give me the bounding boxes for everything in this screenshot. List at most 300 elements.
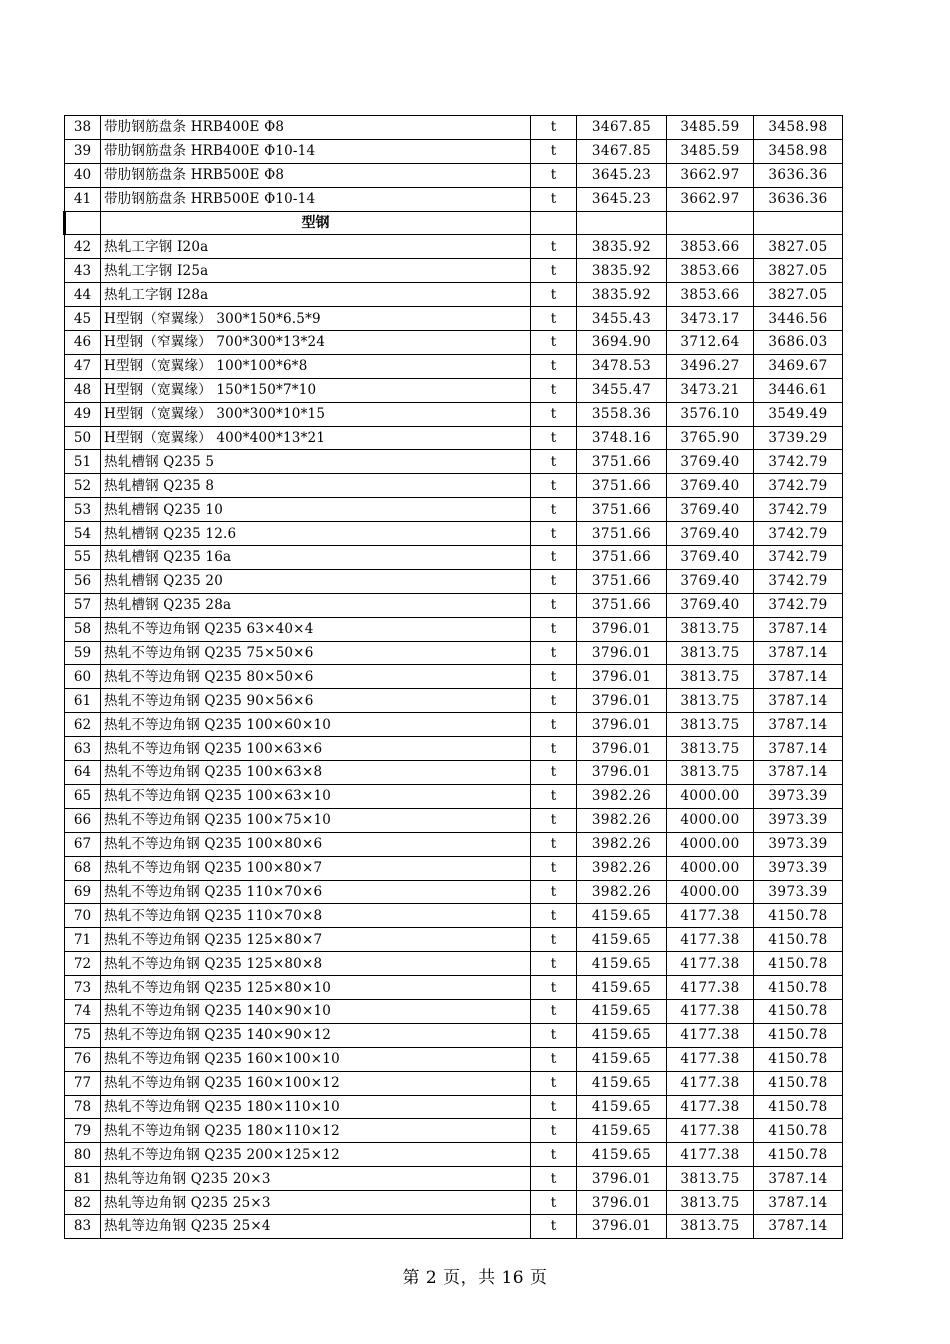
unit-cell: t xyxy=(531,808,577,832)
table-row xyxy=(65,1095,843,1119)
price-1: 4159.65 xyxy=(577,952,667,976)
row-number: 46 xyxy=(65,331,101,355)
unit-cell: t xyxy=(531,1191,577,1215)
table-row xyxy=(65,259,843,283)
row-number: 66 xyxy=(65,808,101,832)
price-table xyxy=(63,115,843,1239)
table-row xyxy=(65,976,843,1000)
price-2: 4177.38 xyxy=(667,928,754,952)
price-2: 3813.75 xyxy=(667,737,754,761)
table-row xyxy=(65,952,843,976)
price-1: 3982.26 xyxy=(577,784,667,808)
section-price3-cell xyxy=(754,211,843,235)
price-3: 3742.79 xyxy=(754,522,843,546)
price-1: 3455.47 xyxy=(577,378,667,402)
unit-cell: t xyxy=(531,617,577,641)
table-row xyxy=(65,880,843,904)
table-body-main xyxy=(65,235,843,1238)
row-number: 51 xyxy=(65,450,101,474)
price-1: 3751.66 xyxy=(577,522,667,546)
item-name: H型钢（宽翼缘） 100*100*6*8 xyxy=(101,354,531,378)
price-3: 3742.79 xyxy=(754,546,843,570)
price-1: 4159.65 xyxy=(577,1095,667,1119)
unit-cell: t xyxy=(531,402,577,426)
price-1: 3796.01 xyxy=(577,737,667,761)
table-body-top xyxy=(65,116,843,212)
unit-cell: t xyxy=(531,1214,577,1238)
item-name: 热轧槽钢 Q235 20 xyxy=(101,569,531,593)
price-2: 3662.97 xyxy=(667,187,754,211)
unit-cell: t xyxy=(531,259,577,283)
price-2: 3813.75 xyxy=(667,689,754,713)
row-number: 74 xyxy=(65,999,101,1023)
price-2: 3853.66 xyxy=(667,283,754,307)
price-2: 3813.75 xyxy=(667,1191,754,1215)
price-1: 4159.65 xyxy=(577,1023,667,1047)
price-3: 3787.14 xyxy=(754,713,843,737)
table-row xyxy=(65,999,843,1023)
row-number: 60 xyxy=(65,665,101,689)
price-3: 4150.78 xyxy=(754,904,843,928)
price-3: 3827.05 xyxy=(754,259,843,283)
price-3: 3742.79 xyxy=(754,498,843,522)
price-1: 3751.66 xyxy=(577,546,667,570)
price-3: 3446.61 xyxy=(754,378,843,402)
row-number: 55 xyxy=(65,546,101,570)
price-1: 3982.26 xyxy=(577,856,667,880)
unit-cell: t xyxy=(531,1119,577,1143)
price-2: 3576.10 xyxy=(667,402,754,426)
row-number: 52 xyxy=(65,474,101,498)
price-3: 3458.98 xyxy=(754,139,843,163)
price-3: 3742.79 xyxy=(754,569,843,593)
price-1: 4159.65 xyxy=(577,1047,667,1071)
section-title: 型钢 xyxy=(101,211,531,235)
unit-cell: t xyxy=(531,307,577,331)
row-number: 80 xyxy=(65,1143,101,1167)
price-1: 3748.16 xyxy=(577,426,667,450)
unit-cell: t xyxy=(531,235,577,259)
unit-cell: t xyxy=(531,498,577,522)
table-row xyxy=(65,904,843,928)
price-1: 3796.01 xyxy=(577,1214,667,1238)
price-2: 3662.97 xyxy=(667,163,754,187)
row-number: 76 xyxy=(65,1047,101,1071)
price-1: 3796.01 xyxy=(577,617,667,641)
table-row xyxy=(65,808,843,832)
unit-cell: t xyxy=(531,546,577,570)
table-row xyxy=(65,307,843,331)
price-2: 3485.59 xyxy=(667,139,754,163)
item-name: 热轧不等边角钢 Q235 100×75×10 xyxy=(101,808,531,832)
unit-cell: t xyxy=(531,976,577,1000)
item-name: 热轧工字钢 I20a xyxy=(101,235,531,259)
table-row xyxy=(65,116,843,140)
price-1: 4159.65 xyxy=(577,976,667,1000)
price-3: 3787.14 xyxy=(754,1167,843,1191)
row-number: 45 xyxy=(65,307,101,331)
table-row xyxy=(65,1119,843,1143)
row-number: 75 xyxy=(65,1023,101,1047)
price-1: 3558.36 xyxy=(577,402,667,426)
table-row xyxy=(65,761,843,785)
item-name: 热轧不等边角钢 Q235 125×80×7 xyxy=(101,928,531,952)
unit-cell: t xyxy=(531,331,577,355)
table-row xyxy=(65,522,843,546)
price-3: 4150.78 xyxy=(754,1119,843,1143)
row-number: 42 xyxy=(65,235,101,259)
price-1: 3467.85 xyxy=(577,139,667,163)
price-3: 4150.78 xyxy=(754,952,843,976)
price-1: 4159.65 xyxy=(577,1119,667,1143)
item-name: 热轧不等边角钢 Q235 75×50×6 xyxy=(101,641,531,665)
item-name: 热轧不等边角钢 Q235 110×70×8 xyxy=(101,904,531,928)
unit-cell: t xyxy=(531,665,577,689)
table-row xyxy=(65,1071,843,1095)
row-number: 77 xyxy=(65,1071,101,1095)
price-3: 4150.78 xyxy=(754,1095,843,1119)
unit-cell: t xyxy=(531,689,577,713)
price-1: 3751.66 xyxy=(577,593,667,617)
table-row xyxy=(65,689,843,713)
table-row xyxy=(65,617,843,641)
item-name: 热轧工字钢 I28a xyxy=(101,283,531,307)
price-2: 4177.38 xyxy=(667,1119,754,1143)
row-number: 65 xyxy=(65,784,101,808)
price-1: 4159.65 xyxy=(577,928,667,952)
unit-cell: t xyxy=(531,880,577,904)
table-row xyxy=(65,283,843,307)
price-1: 3796.01 xyxy=(577,1167,667,1191)
row-number: 73 xyxy=(65,976,101,1000)
price-3: 3787.14 xyxy=(754,665,843,689)
price-2: 4177.38 xyxy=(667,952,754,976)
table-row xyxy=(65,187,843,211)
table-row xyxy=(65,1143,843,1167)
price-2: 3813.75 xyxy=(667,665,754,689)
price-1: 3751.66 xyxy=(577,498,667,522)
price-3: 3742.79 xyxy=(754,593,843,617)
price-1: 4159.65 xyxy=(577,999,667,1023)
price-2: 3769.40 xyxy=(667,474,754,498)
unit-cell: t xyxy=(531,784,577,808)
price-3: 3636.36 xyxy=(754,163,843,187)
price-2: 4177.38 xyxy=(667,999,754,1023)
price-2: 4177.38 xyxy=(667,1095,754,1119)
table-row xyxy=(65,856,843,880)
row-number: 41 xyxy=(65,187,101,211)
price-3: 3742.79 xyxy=(754,450,843,474)
row-number: 56 xyxy=(65,569,101,593)
item-name: 热轧不等边角钢 Q235 160×100×12 xyxy=(101,1071,531,1095)
table-row xyxy=(65,569,843,593)
price-1: 3751.66 xyxy=(577,450,667,474)
section-header-group xyxy=(65,211,843,235)
item-name: 热轧槽钢 Q235 8 xyxy=(101,474,531,498)
unit-cell: t xyxy=(531,713,577,737)
price-2: 3769.40 xyxy=(667,498,754,522)
table-row xyxy=(65,1023,843,1047)
unit-cell: t xyxy=(531,187,577,211)
page-footer: 第 2 页，共 16 页 xyxy=(402,1268,548,1288)
section-price1-cell xyxy=(577,211,667,235)
item-name: 热轧不等边角钢 Q235 200×125×12 xyxy=(101,1143,531,1167)
price-1: 4159.65 xyxy=(577,1071,667,1095)
item-name: 带肋钢筋盘条 HRB400E Φ8 xyxy=(101,116,531,140)
price-2: 4000.00 xyxy=(667,832,754,856)
item-name: H型钢（宽翼缘） 400*400*13*21 xyxy=(101,426,531,450)
unit-cell: t xyxy=(531,832,577,856)
row-number: 83 xyxy=(65,1214,101,1238)
item-name: 带肋钢筋盘条 HRB400E Φ10-14 xyxy=(101,139,531,163)
row-number: 49 xyxy=(65,402,101,426)
table-row xyxy=(65,1214,843,1238)
unit-cell: t xyxy=(531,283,577,307)
item-name: H型钢（窄翼缘） 300*150*6.5*9 xyxy=(101,307,531,331)
price-2: 4177.38 xyxy=(667,1047,754,1071)
item-name: 热轧等边角钢 Q235 25×3 xyxy=(101,1191,531,1215)
table-row xyxy=(65,1191,843,1215)
unit-cell: t xyxy=(531,999,577,1023)
price-3: 3458.98 xyxy=(754,116,843,140)
price-2: 4000.00 xyxy=(667,856,754,880)
unit-cell: t xyxy=(531,641,577,665)
price-3: 4150.78 xyxy=(754,976,843,1000)
unit-cell: t xyxy=(531,116,577,140)
price-2: 4000.00 xyxy=(667,784,754,808)
table-row xyxy=(65,928,843,952)
item-name: 热轧不等边角钢 Q235 180×110×12 xyxy=(101,1119,531,1143)
item-name: 热轧等边角钢 Q235 20×3 xyxy=(101,1167,531,1191)
unit-cell: t xyxy=(531,904,577,928)
unit-cell: t xyxy=(531,737,577,761)
table-row xyxy=(65,665,843,689)
price-2: 3813.75 xyxy=(667,641,754,665)
price-1: 3467.85 xyxy=(577,116,667,140)
row-number: 39 xyxy=(65,139,101,163)
row-number: 72 xyxy=(65,952,101,976)
price-2: 3769.40 xyxy=(667,569,754,593)
price-1: 3796.01 xyxy=(577,1191,667,1215)
section-header-row xyxy=(65,211,843,235)
price-1: 3751.66 xyxy=(577,569,667,593)
price-2: 4177.38 xyxy=(667,1023,754,1047)
price-2: 3853.66 xyxy=(667,235,754,259)
price-1: 3982.26 xyxy=(577,808,667,832)
unit-cell: t xyxy=(531,139,577,163)
price-1: 3835.92 xyxy=(577,235,667,259)
item-name: 热轧不等边角钢 Q235 140×90×12 xyxy=(101,1023,531,1047)
item-name: 热轧不等边角钢 Q235 100×63×10 xyxy=(101,784,531,808)
unit-cell: t xyxy=(531,426,577,450)
price-2: 4177.38 xyxy=(667,1071,754,1095)
price-1: 3478.53 xyxy=(577,354,667,378)
item-name: 热轧不等边角钢 Q235 180×110×10 xyxy=(101,1095,531,1119)
unit-cell: t xyxy=(531,856,577,880)
table-row xyxy=(65,139,843,163)
price-1: 4159.65 xyxy=(577,904,667,928)
price-2: 3473.21 xyxy=(667,378,754,402)
price-2: 3769.40 xyxy=(667,593,754,617)
item-name: 热轧不等边角钢 Q235 110×70×6 xyxy=(101,880,531,904)
price-3: 3446.56 xyxy=(754,307,843,331)
price-1: 3694.90 xyxy=(577,331,667,355)
row-number: 48 xyxy=(65,378,101,402)
price-2: 3853.66 xyxy=(667,259,754,283)
price-1: 3645.23 xyxy=(577,187,667,211)
price-1: 3796.01 xyxy=(577,665,667,689)
row-number: 43 xyxy=(65,259,101,283)
item-name: 热轧等边角钢 Q235 25×4 xyxy=(101,1214,531,1238)
row-number: 57 xyxy=(65,593,101,617)
table-row xyxy=(65,832,843,856)
price-3: 3787.14 xyxy=(754,617,843,641)
table-row xyxy=(65,331,843,355)
row-number: 64 xyxy=(65,761,101,785)
unit-cell: t xyxy=(531,1167,577,1191)
item-name: 热轧不等边角钢 Q235 100×63×6 xyxy=(101,737,531,761)
item-name: 热轧不等边角钢 Q235 63×40×4 xyxy=(101,617,531,641)
table-row xyxy=(65,784,843,808)
unit-cell: t xyxy=(531,1047,577,1071)
unit-cell: t xyxy=(531,761,577,785)
price-3: 3827.05 xyxy=(754,283,843,307)
section-price2-cell xyxy=(667,211,754,235)
unit-cell: t xyxy=(531,354,577,378)
price-2: 3813.75 xyxy=(667,713,754,737)
price-2: 4000.00 xyxy=(667,808,754,832)
table-row xyxy=(65,402,843,426)
row-number: 54 xyxy=(65,522,101,546)
price-1: 3982.26 xyxy=(577,880,667,904)
item-name: 热轧槽钢 Q235 12.6 xyxy=(101,522,531,546)
unit-cell: t xyxy=(531,593,577,617)
price-3: 4150.78 xyxy=(754,928,843,952)
price-3: 3973.39 xyxy=(754,832,843,856)
price-1: 3645.23 xyxy=(577,163,667,187)
price-3: 3787.14 xyxy=(754,1214,843,1238)
row-number: 82 xyxy=(65,1191,101,1215)
price-3: 3787.14 xyxy=(754,737,843,761)
item-name: 热轧工字钢 I25a xyxy=(101,259,531,283)
price-3: 3973.39 xyxy=(754,880,843,904)
row-number: 68 xyxy=(65,856,101,880)
item-name: 热轧槽钢 Q235 5 xyxy=(101,450,531,474)
item-name: 热轧不等边角钢 Q235 160×100×10 xyxy=(101,1047,531,1071)
price-1: 3751.66 xyxy=(577,474,667,498)
unit-cell: t xyxy=(531,569,577,593)
price-3: 3973.39 xyxy=(754,808,843,832)
row-number: 44 xyxy=(65,283,101,307)
price-2: 3769.40 xyxy=(667,522,754,546)
section-no-cell xyxy=(65,211,101,235)
unit-cell: t xyxy=(531,450,577,474)
price-3: 3973.39 xyxy=(754,784,843,808)
item-name: H型钢（窄翼缘） 700*300*13*24 xyxy=(101,331,531,355)
price-2: 4177.38 xyxy=(667,1143,754,1167)
table-row xyxy=(65,450,843,474)
item-name: 热轧不等边角钢 Q235 140×90×10 xyxy=(101,999,531,1023)
item-name: 热轧不等边角钢 Q235 100×80×7 xyxy=(101,856,531,880)
table-row xyxy=(65,378,843,402)
unit-cell: t xyxy=(531,378,577,402)
table-row xyxy=(65,546,843,570)
price-1: 3796.01 xyxy=(577,689,667,713)
row-number: 38 xyxy=(65,116,101,140)
price-3: 4150.78 xyxy=(754,1071,843,1095)
price-1: 3835.92 xyxy=(577,283,667,307)
item-name: 带肋钢筋盘条 HRB500E Φ10-14 xyxy=(101,187,531,211)
table-row xyxy=(65,474,843,498)
row-number: 63 xyxy=(65,737,101,761)
row-number: 40 xyxy=(65,163,101,187)
row-number: 67 xyxy=(65,832,101,856)
price-2: 3813.75 xyxy=(667,761,754,785)
table-row xyxy=(65,354,843,378)
item-name: 热轧不等边角钢 Q235 80×50×6 xyxy=(101,665,531,689)
price-3: 3827.05 xyxy=(754,235,843,259)
price-1: 3982.26 xyxy=(577,832,667,856)
price-3: 3739.29 xyxy=(754,426,843,450)
price-3: 3469.67 xyxy=(754,354,843,378)
price-2: 4177.38 xyxy=(667,976,754,1000)
price-3: 3686.03 xyxy=(754,331,843,355)
price-3: 3973.39 xyxy=(754,856,843,880)
row-number: 79 xyxy=(65,1119,101,1143)
item-name: 热轧不等边角钢 Q235 125×80×10 xyxy=(101,976,531,1000)
unit-cell: t xyxy=(531,952,577,976)
row-number: 61 xyxy=(65,689,101,713)
unit-cell: t xyxy=(531,163,577,187)
price-1: 3796.01 xyxy=(577,641,667,665)
item-name: 热轧不等边角钢 Q235 90×56×6 xyxy=(101,689,531,713)
price-2: 3813.75 xyxy=(667,1214,754,1238)
item-name: 热轧不等边角钢 Q235 100×63×8 xyxy=(101,761,531,785)
price-3: 3787.14 xyxy=(754,689,843,713)
price-2: 3813.75 xyxy=(667,617,754,641)
unit-cell: t xyxy=(531,522,577,546)
price-3: 3787.14 xyxy=(754,761,843,785)
table-row xyxy=(65,235,843,259)
price-2: 3473.17 xyxy=(667,307,754,331)
row-number: 62 xyxy=(65,713,101,737)
table-row xyxy=(65,498,843,522)
row-number: 50 xyxy=(65,426,101,450)
price-3: 3742.79 xyxy=(754,474,843,498)
item-name: 热轧槽钢 Q235 28a xyxy=(101,593,531,617)
price-1: 4159.65 xyxy=(577,1143,667,1167)
price-1: 3796.01 xyxy=(577,713,667,737)
price-2: 3485.59 xyxy=(667,116,754,140)
unit-cell: t xyxy=(531,474,577,498)
row-number: 58 xyxy=(65,617,101,641)
item-name: 热轧不等边角钢 Q235 100×60×10 xyxy=(101,713,531,737)
price-3: 4150.78 xyxy=(754,1143,843,1167)
item-name: 热轧槽钢 Q235 10 xyxy=(101,498,531,522)
item-name: H型钢（宽翼缘） 300*300*10*15 xyxy=(101,402,531,426)
price-2: 3813.75 xyxy=(667,1167,754,1191)
item-name: 热轧槽钢 Q235 16a xyxy=(101,546,531,570)
row-number: 69 xyxy=(65,880,101,904)
price-2: 3712.64 xyxy=(667,331,754,355)
price-3: 4150.78 xyxy=(754,1023,843,1047)
price-1: 3796.01 xyxy=(577,761,667,785)
table-row xyxy=(65,593,843,617)
price-2: 3769.40 xyxy=(667,450,754,474)
price-2: 3765.90 xyxy=(667,426,754,450)
row-number: 70 xyxy=(65,904,101,928)
item-name: 热轧不等边角钢 Q235 125×80×8 xyxy=(101,952,531,976)
